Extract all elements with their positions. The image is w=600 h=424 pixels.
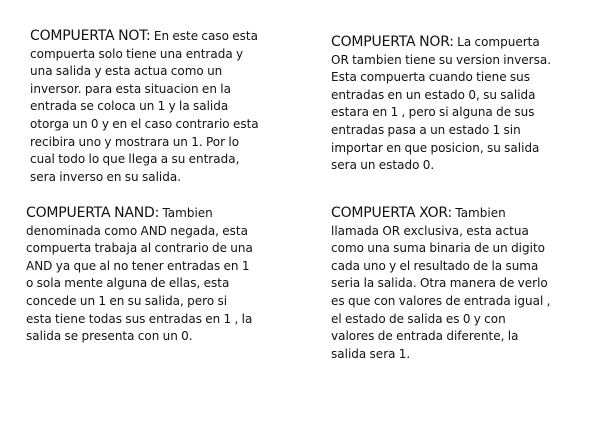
compuerta-nand-line: o sola mente alguna de ellas, esta [26, 276, 230, 291]
compuerta-nand-line: esta tiene todas sus entradas en 1 , la [26, 311, 253, 326]
compuerta-not-paragraph [30, 28, 280, 186]
compuerta-xor-line: cada uno y el resultado de la suma [331, 258, 539, 273]
compuerta-not-line: recibira uno y mostrara un 1. Por lo [30, 134, 240, 149]
compuerta-xor-line: Tambien [452, 206, 506, 220]
compuerta-nand-line: denominada como AND negada, esta [26, 223, 248, 238]
compuerta-nand-line: compuerta trabaja al contrario de una [26, 241, 253, 256]
compuerta-not-line: sera inverso en su salida. [30, 169, 182, 184]
compuerta-not-first-line [30, 28, 280, 46]
compuerta-xor-line: salida sera 1. [331, 346, 411, 361]
compuerta-xor-paragraph [331, 205, 581, 363]
compuerta-not-line: una salida y esta actua como un [30, 64, 223, 79]
compuerta-nor-title: COMPUERTA NOR: [331, 34, 454, 50]
compuerta-not-line: compuerta solo tiene una entrada y [30, 46, 244, 61]
compuerta-nor-first-line [331, 34, 581, 52]
compuerta-nor-line: La compuerta [453, 35, 540, 49]
compuerta-nand-line: Tambien [159, 206, 213, 220]
compuerta-xor-line: el estado de salida es 0 y con [331, 311, 506, 326]
compuerta-nand-line: AND ya que al no tener entradas en 1 [26, 258, 250, 273]
compuerta-nor-line: Esta compuerta cuando tiene sus [331, 70, 531, 85]
compuerta-nand-title: COMPUERTA NAND: [26, 205, 160, 221]
compuerta-xor-line: llamada OR exclusiva, esta actua [331, 223, 529, 238]
compuerta-nor-line: estara en 1 , pero si alguna de sus [331, 105, 535, 120]
compuerta-nor-line: sera un estado 0. [331, 158, 435, 173]
compuerta-xor-line: seria la salida. Otra manera de verlo [331, 276, 548, 291]
compuerta-nor-line: entradas en un estado 0, su salida [331, 87, 536, 102]
compuerta-xor-line: valores de entrada diferente, la [331, 329, 519, 344]
compuerta-not-line: En este caso esta [150, 29, 258, 43]
compuerta-nand-line: salida se presenta con un 0. [26, 329, 193, 344]
compuerta-not-line: inversor. para esta situacion en la [30, 81, 231, 96]
compuerta-nor-paragraph [331, 34, 581, 175]
compuerta-xor-title: COMPUERTA XOR: [331, 205, 453, 221]
compuerta-xor-line: como una suma binaria de un digito [331, 241, 546, 256]
compuerta-nor-line: OR tambien tiene su version inversa. [331, 52, 552, 67]
compuerta-nand-line: concede un 1 en su salida, pero si [26, 293, 228, 308]
compuerta-not-line: entrada se coloca un 1 y la salida [30, 99, 229, 114]
compuerta-nor-line: entradas pasa a un estado 1 sin [331, 122, 521, 137]
compuerta-not-line: cual todo lo que llega a su entrada, [30, 152, 240, 167]
compuerta-xor-first-line [331, 205, 581, 223]
compuerta-not-line: otorga un 0 y en el caso contrario esta [30, 116, 259, 131]
compuerta-nand-paragraph [26, 205, 281, 346]
compuerta-nor-line: importar en que posicion, su salida [331, 140, 540, 155]
compuerta-nand-first-line [26, 205, 281, 223]
compuerta-not-title: COMPUERTA NOT: [30, 28, 151, 44]
compuerta-xor-line: es que con valores de entrada igual , [331, 293, 551, 308]
